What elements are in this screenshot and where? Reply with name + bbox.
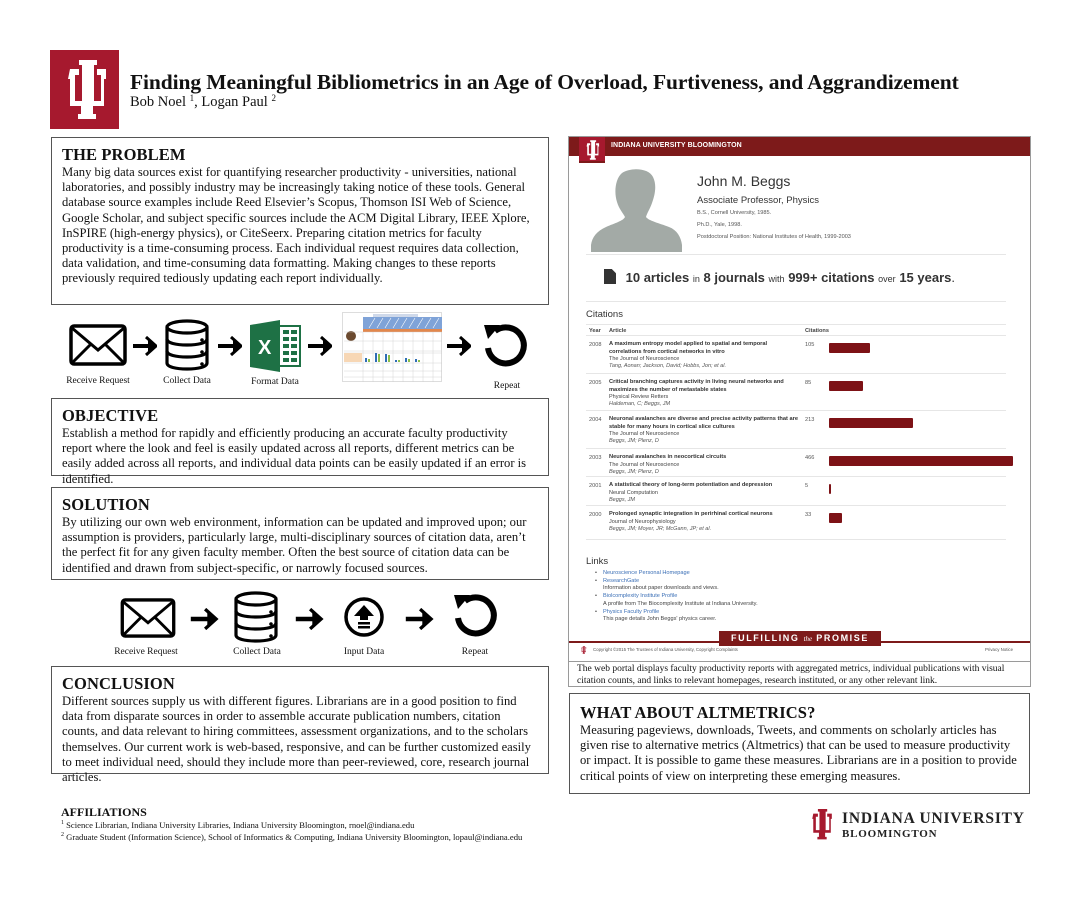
divider bbox=[586, 324, 1006, 325]
arrow-right-icon bbox=[447, 336, 471, 356]
article-journal: Neural Computation bbox=[609, 489, 658, 496]
citation-bar bbox=[829, 513, 842, 523]
authors: Bob Noel $^1$, Logan Paul $^2$ bbox=[130, 93, 276, 110]
summary-connector: over bbox=[878, 274, 896, 284]
iu-wordmark-line2: BLOOMINGTON bbox=[842, 828, 938, 840]
divider bbox=[586, 301, 1006, 302]
database-icon bbox=[233, 590, 279, 644]
profile-silhouette-avatar bbox=[589, 167, 684, 252]
link-item bbox=[595, 593, 758, 608]
step-label: Collect Data bbox=[233, 647, 281, 657]
article-authors: Tang, Aonan; Jackson, David; Hobbs, Jon; et al. bbox=[609, 363, 726, 369]
article-authors: Beggs, JM; Plenz, D bbox=[609, 438, 659, 444]
profile-education: Ph.D., Yale, 1998. bbox=[697, 222, 742, 228]
iu-trident-icon bbox=[50, 50, 119, 129]
citations-heading: Citations bbox=[586, 309, 623, 320]
arrow-right-icon bbox=[218, 336, 242, 356]
envelope-icon bbox=[69, 324, 127, 366]
arrow-right-icon bbox=[308, 336, 332, 356]
web-portal-screenshot bbox=[568, 136, 1031, 687]
fulfilling-the-promise-banner bbox=[719, 631, 881, 646]
section-body: Establish a method for rapidly and efficiently producing an accurate faculty productivity report where the look and feel is easily updated across all reports, different metrics can be easily added across all reports, and individual data points can be easily updated if an error is identified. bbox=[62, 426, 527, 486]
excel-icon bbox=[250, 320, 302, 372]
article-title bbox=[609, 511, 799, 533]
link-item bbox=[595, 578, 758, 593]
svg-text:X: X bbox=[258, 337, 272, 359]
affiliation-item bbox=[61, 832, 522, 842]
altmetrics-section bbox=[569, 693, 1030, 794]
article-title bbox=[609, 379, 799, 408]
profile-education: Postdoctoral Position: National Institutes of Health, 1999-2003 bbox=[697, 234, 851, 240]
summary-years: 15 years bbox=[899, 270, 952, 285]
affiliation-mark: 2 bbox=[61, 832, 64, 838]
link-researchgate[interactable]: ResearchGate bbox=[603, 577, 640, 584]
productivity-summary bbox=[604, 269, 955, 285]
portal-iu-logo[interactable] bbox=[579, 137, 605, 163]
article-journal: The Journal of Neuroscience bbox=[609, 356, 680, 362]
summary-period: . bbox=[951, 270, 955, 285]
article-title bbox=[609, 416, 799, 445]
step-label: Receive Request bbox=[114, 647, 178, 657]
link-biocomplexity-profile[interactable]: Biolcomplexity Institute Profile bbox=[603, 593, 678, 600]
author-affiliation-mark: 1 bbox=[189, 93, 195, 103]
upload-icon bbox=[343, 596, 385, 638]
article-authors: Beggs, JM bbox=[609, 496, 635, 503]
article-title-text[interactable]: Critical branching captures activity in living neural networks and maximizes the number of metastable states bbox=[609, 379, 784, 393]
iu-wordmark-line1: INDIANA UNIVERSITY bbox=[842, 810, 1025, 827]
author-affiliation-mark: 2 bbox=[271, 93, 276, 103]
profile-education: B.S., Cornell University, 1985. bbox=[697, 210, 772, 216]
citation-bar bbox=[829, 343, 870, 353]
envelope-icon bbox=[120, 598, 176, 638]
citation-year: 2000 bbox=[589, 512, 602, 518]
problem-section bbox=[51, 137, 549, 305]
new-process-flow bbox=[50, 588, 550, 663]
article-title bbox=[609, 341, 799, 370]
portal-caption: The web portal displays faculty productivity reports with aggregated metrics, individual publications with visual citation counts, and links to relevant homepages, research instituted, or any other relevant link. bbox=[569, 661, 1030, 687]
citation-row bbox=[586, 448, 1006, 476]
citation-count: 466 bbox=[805, 455, 815, 461]
link-item bbox=[595, 609, 758, 624]
article-authors: Beggs, JM; Moyer, JR; McGann, JP; et al. bbox=[609, 525, 712, 532]
affiliation-text: Science Librarian, Indiana University Libraries, Indiana University Bloomington, rnoel@indiana.edu bbox=[66, 820, 415, 830]
summary-journals: 8 journals bbox=[703, 270, 765, 285]
affiliations-heading: AFFILIATIONS bbox=[61, 805, 147, 819]
affiliation-text: Graduate Student (Information Science), School of Informatics & Computing, Indiana University Bloomington, lopaul@indiana.edu bbox=[66, 832, 523, 842]
link-description: A profile from The Biocomplexity Institute at Indiana University. bbox=[603, 600, 758, 607]
copyright-link[interactable]: Copyright ©2015 The Trustees of Indiana University, Copyright Complaints bbox=[593, 647, 738, 652]
citation-row bbox=[586, 373, 1006, 410]
affiliation-mark: 1 bbox=[61, 820, 64, 826]
article-journal: The Journal of Neuroscience bbox=[609, 461, 680, 468]
citation-year: 2003 bbox=[589, 455, 602, 461]
step-label: Format Data bbox=[251, 377, 299, 387]
links-heading: Links bbox=[586, 556, 609, 567]
citation-row bbox=[586, 476, 1006, 505]
arrow-right-icon bbox=[188, 608, 220, 630]
repeat-icon bbox=[482, 322, 528, 368]
section-body: By utilizing our own web environment, information can be updated and improved upon; our assumption is providers, particularly large, multi-disciplinary sources of citation data, aren’t the perfect fit for any given faculty member. Often the best source of citation data can be identified and drawn from subject-specific, or narrowly focused sources. bbox=[62, 515, 527, 575]
article-title-text[interactable]: Prolonged synaptic integration in perirhinal cortical neurons bbox=[609, 511, 773, 517]
citation-count: 213 bbox=[805, 417, 815, 423]
section-heading: CONCLUSION bbox=[62, 674, 175, 693]
article-title-text[interactable]: Neuronal avalanches in neocortical circuits bbox=[609, 454, 727, 460]
database-icon bbox=[164, 319, 210, 371]
section-body: Different sources supply us with different figures. Librarians are in a good position to find data from disparate sources in order to assemble accurate publication numbers, citation counts, and data relevant to hiring committees, assessment organizations, and to the scholars themselves. Our current work is web-based, responsive, and can be further customized easily to meet individual need, should they include more than peer-reviewed, core, research journal articles. bbox=[62, 694, 531, 785]
article-journal: Journal of Neurophysiology bbox=[609, 518, 676, 525]
section-heading: THE PROBLEM bbox=[62, 145, 186, 164]
summary-connector: with bbox=[768, 274, 785, 284]
citation-year: 2004 bbox=[589, 417, 602, 423]
link-description: This page details John Beggs' physics career. bbox=[603, 616, 717, 623]
step-label: Collect Data bbox=[163, 376, 211, 386]
citation-row bbox=[586, 335, 1006, 373]
citation-count: 5 bbox=[805, 483, 809, 489]
iu-trident-icon bbox=[579, 645, 588, 655]
citation-year: 2001 bbox=[589, 483, 602, 489]
step-label: Receive Request bbox=[66, 376, 130, 386]
article-authors: Beggs, JM; Plenz, D bbox=[609, 468, 659, 475]
poster-title: Finding Meaningful Bibliometrics in an Age of Overload, Furtiveness, and Aggrandizement bbox=[130, 70, 959, 94]
section-body: Measuring pageviews, downloads, Tweets, and comments on scholarly articles has given rise to alternative metrics (Altmetrics) that can be used to measure productivity or impact. It is possible to game these measures. Librarians are in a position to provide critical points of view on interpreting these emerging measures. bbox=[580, 723, 1017, 783]
profile-role: Associate Professor, Physics bbox=[697, 195, 819, 206]
citation-year: 2005 bbox=[589, 380, 602, 386]
link-description: Information about paper downloads and views. bbox=[603, 585, 719, 592]
links-list bbox=[595, 570, 758, 624]
article-title-text[interactable]: A maximum entropy model applied to spatial and temporal correlations from cortical networks in vitro bbox=[609, 341, 768, 355]
citation-bar bbox=[829, 381, 863, 391]
citation-row bbox=[586, 410, 1006, 448]
promise-text: FULFILLING bbox=[731, 633, 804, 643]
arrow-right-icon bbox=[293, 608, 325, 630]
author-name: Bob Noel bbox=[130, 94, 186, 110]
iu-logo bbox=[50, 50, 119, 129]
conclusion-section bbox=[51, 666, 549, 785]
arrow-right-icon bbox=[133, 336, 157, 356]
author-name: Logan Paul bbox=[201, 94, 268, 110]
promise-text: the bbox=[803, 635, 813, 643]
section-body: Many big data sources exist for quantifying researcher productivity - universities, national laboratories, and possibly industry may be increasingly taking notice of these tools. General database source examples include Reed Elsevier’s Scopus, Thomson ISI Web of Science, Google Scholar, and subject specific sources include the ACM Digital Library, IEEE Xplore, InSPIRE (high-energy physics), or CiteSeerx. Preparing citation metrics for faculty productivity is a time-consuming process. Each individual request requires data collection, data validation, and time-consuming data formatting. Making changes to these reports previously required tediously updating each report individually. bbox=[62, 165, 530, 286]
article-title-text[interactable]: A statistical theory of long-term potentiation and depression bbox=[609, 482, 773, 488]
column-header-year: Year bbox=[589, 328, 601, 334]
article-title bbox=[609, 454, 799, 476]
link-item bbox=[595, 570, 758, 578]
divider bbox=[586, 254, 1006, 255]
citation-count: 33 bbox=[805, 512, 812, 518]
portal-bar-title[interactable]: INDIANA UNIVERSITY BLOOMINGTON bbox=[611, 142, 742, 149]
column-header-article: Article bbox=[609, 328, 627, 334]
objective-section bbox=[51, 398, 549, 486]
citation-bar bbox=[829, 418, 913, 428]
summary-articles: 10 articles bbox=[625, 270, 690, 285]
repeat-icon bbox=[452, 592, 498, 638]
section-heading: SOLUTION bbox=[62, 495, 150, 514]
citation-bar bbox=[829, 456, 1013, 466]
step-label: Input Data bbox=[343, 647, 385, 657]
step-label: Repeat bbox=[493, 381, 521, 391]
old-process-flow bbox=[50, 308, 550, 396]
document-icon bbox=[604, 269, 616, 284]
section-heading: OBJECTIVE bbox=[62, 406, 159, 425]
column-header-citations: Citations bbox=[805, 328, 829, 334]
privacy-notice-link[interactable]: Privacy Notice bbox=[985, 647, 1014, 652]
citation-count: 85 bbox=[805, 380, 812, 386]
solution-section bbox=[51, 487, 549, 580]
citation-row bbox=[586, 505, 1006, 539]
article-journal: The Journal of Neuroscience bbox=[609, 431, 680, 437]
arrow-right-icon bbox=[403, 608, 435, 630]
citation-year: 2008 bbox=[589, 342, 602, 348]
promise-text: PROMISE bbox=[812, 633, 869, 643]
iu-trident-icon bbox=[579, 137, 605, 163]
summary-citations: 999+ citations bbox=[788, 270, 875, 285]
affiliation-item bbox=[61, 820, 414, 830]
citation-bar bbox=[829, 484, 831, 494]
summary-connector: in bbox=[692, 274, 700, 284]
spreadsheet-report-thumbnail bbox=[342, 312, 442, 382]
link-neuroscience-homepage[interactable]: Neuroscience Personal Homepage bbox=[603, 570, 690, 576]
divider bbox=[586, 539, 1006, 540]
article-authors: Haldeman, C; Beggs, JM bbox=[609, 401, 671, 407]
link-physics-faculty-profile[interactable]: Physics Faculty Profile bbox=[603, 608, 660, 615]
article-title-text[interactable]: Neuronal avalanches are diverse and precise activity patterns that are stable for many hours in cortical slice cultures bbox=[609, 416, 799, 430]
profile-name: John M. Beggs bbox=[697, 173, 791, 189]
article-title bbox=[609, 482, 799, 504]
citation-count: 105 bbox=[805, 342, 815, 348]
section-heading: WHAT ABOUT ALTMETRICS? bbox=[580, 703, 816, 722]
iu-trident-icon bbox=[808, 808, 834, 842]
step-label: Repeat bbox=[461, 647, 489, 657]
article-journal: Physical Review Retters bbox=[609, 394, 669, 400]
